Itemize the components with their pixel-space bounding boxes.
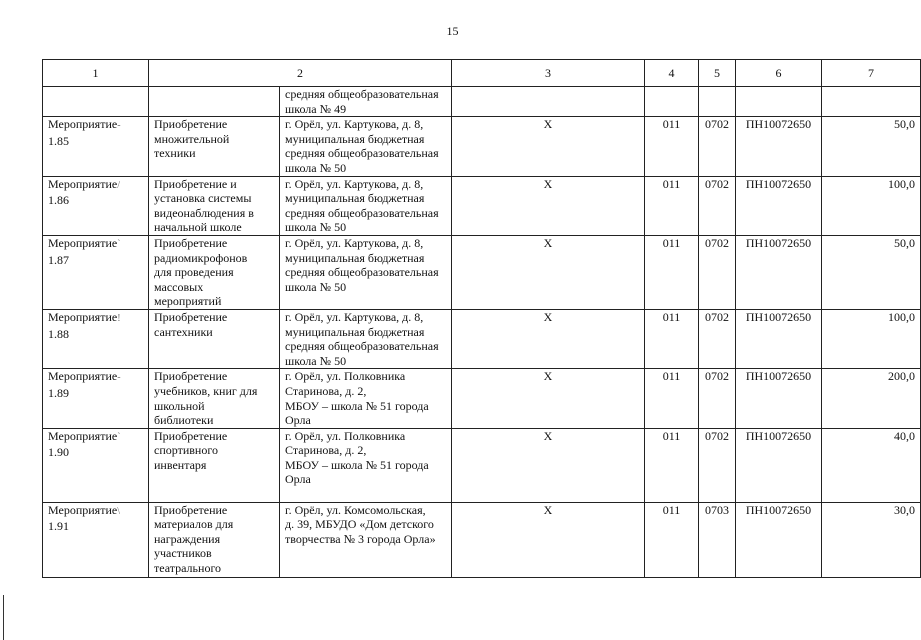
name-line: Приобретение — [154, 369, 228, 384]
measure-label: Мероприятие — [48, 176, 118, 191]
name-line: массовых — [154, 279, 204, 294]
name-line: библиотеки — [154, 413, 214, 428]
address-line: средняя общеобразовательная — [285, 265, 439, 280]
table-cell — [452, 87, 645, 117]
address-line: школа № 50 — [285, 279, 347, 294]
col6-cell: ПН10072650 — [736, 117, 822, 176]
name-line: Приобретение — [154, 502, 228, 517]
name-line: материалов для — [154, 517, 234, 532]
address-line: г. Орёл, ул. Полковника — [285, 369, 406, 384]
continuation-row — [43, 87, 921, 117]
address-line: г. Орёл, ул. Картукова, д. 8, — [285, 117, 424, 132]
name-line: награждения — [154, 531, 221, 546]
measure-id-cell — [43, 309, 149, 368]
name-line: Приобретение — [154, 117, 228, 132]
name-line: инвентаря — [154, 457, 207, 472]
header-cell: 4 — [645, 60, 699, 87]
measure-label: Мероприятие — [48, 369, 118, 384]
header-cell: 1 — [43, 60, 149, 87]
address-line: школа № 50 — [285, 220, 347, 235]
address-line: г. Орёл, ул. Картукова, д. 8, — [285, 176, 424, 191]
measure-name-cell — [149, 235, 280, 309]
amount-cell: 50,0 — [822, 117, 921, 176]
name-line: Приобретение — [154, 428, 228, 443]
col6-cell: ПН10072650 — [736, 428, 822, 502]
address-line: муниципальная бюджетная — [285, 131, 425, 146]
measure-label: Мероприятие — [48, 502, 118, 517]
measure-number: 1.88 — [48, 326, 69, 341]
measure-name-cell — [149, 369, 280, 428]
measure-name-cell — [149, 309, 280, 368]
name-line: мероприятий — [154, 294, 222, 309]
header-cell: 6 — [736, 60, 822, 87]
address-cell — [280, 502, 452, 577]
table-cell — [645, 87, 699, 117]
address-line: муниципальная бюджетная — [285, 191, 425, 206]
address-cell — [280, 235, 452, 309]
address-cell — [280, 87, 452, 117]
address-line: муниципальная бюджетная — [285, 324, 425, 339]
measure-number: 1.87 — [48, 252, 69, 267]
measure-label-line — [48, 177, 143, 194]
address-line: г. Орёл, ул. Комсомольская, — [285, 502, 426, 517]
address-line: МБОУ – школа № 51 города — [285, 457, 429, 472]
col3-cell: Х — [452, 235, 645, 309]
name-line: установка системы — [154, 191, 252, 206]
col3-cell: Х — [452, 502, 645, 577]
table-cell — [43, 87, 149, 117]
scan-mark: / — [117, 179, 120, 191]
scan-mark: ! — [117, 312, 121, 324]
address-line: средняя общеобразовательная — [285, 87, 439, 101]
measure-label-line — [48, 369, 143, 386]
address-line: школа № 49 — [285, 101, 347, 116]
name-line: школьной — [154, 398, 205, 413]
col5-cell: 0702 — [699, 428, 736, 502]
address-line: Старинова, д. 2, — [285, 443, 367, 458]
measure-number: 1.91 — [48, 519, 69, 534]
amount-cell: 50,0 — [822, 235, 921, 309]
scan-mark: ` — [117, 238, 121, 250]
name-line: Приобретение и — [154, 176, 237, 191]
measure-label-line — [48, 310, 143, 327]
amount-cell: 100,0 — [822, 309, 921, 368]
address-line: средняя общеобразовательная — [285, 146, 439, 161]
col5-cell: 0702 — [699, 309, 736, 368]
address-line: д. 39, МБУДО «Дом детского — [285, 517, 434, 532]
measure-id-cell — [43, 369, 149, 428]
address-cell — [280, 309, 452, 368]
address-line: школа № 50 — [285, 353, 347, 368]
measure-number: 1.90 — [48, 445, 69, 460]
col5-cell: 0702 — [699, 369, 736, 428]
header-cell: 2 — [149, 60, 452, 87]
col3-cell: Х — [452, 117, 645, 176]
address-line: муниципальная бюджетная — [285, 250, 425, 265]
name-line: радиомикрофонов — [154, 250, 248, 265]
table-cell — [149, 87, 280, 117]
table-row — [43, 502, 921, 577]
col6-cell: ПН10072650 — [736, 235, 822, 309]
name-line: спортивного — [154, 443, 218, 458]
col5-cell: 0702 — [699, 235, 736, 309]
measure-name-cell — [149, 176, 280, 235]
table-row — [43, 309, 921, 368]
measure-label-line — [48, 429, 143, 446]
amount-cell: 30,0 — [822, 502, 921, 577]
measure-number: 1.85 — [48, 133, 69, 148]
header-row — [43, 60, 921, 87]
margin-line — [3, 595, 4, 640]
measure-label-line — [48, 236, 143, 253]
measure-id-cell — [43, 502, 149, 577]
measure-name-cell — [149, 117, 280, 176]
col6-cell: ПН10072650 — [736, 502, 822, 577]
address-line: средняя общеобразовательная — [285, 339, 439, 354]
measure-label: Мероприятие — [48, 309, 118, 324]
col4-cell: 011 — [645, 502, 699, 577]
col4-cell: 011 — [645, 235, 699, 309]
col6-cell: ПН10072650 — [736, 176, 822, 235]
scan-mark: ` — [117, 431, 121, 443]
table-cell — [822, 87, 921, 117]
address-line: средняя общеобразовательная — [285, 205, 439, 220]
table-row — [43, 235, 921, 309]
table-row — [43, 117, 921, 176]
measure-label: Мероприятие — [48, 428, 118, 443]
measure-id-cell — [43, 117, 149, 176]
header-cell: 7 — [822, 60, 921, 87]
name-line: сантехники — [154, 324, 213, 339]
col5-cell: 0702 — [699, 117, 736, 176]
measure-id-cell — [43, 235, 149, 309]
col6-cell: ПН10072650 — [736, 369, 822, 428]
col4-cell: 011 — [645, 176, 699, 235]
name-line: для проведения — [154, 265, 234, 280]
table-row — [43, 428, 921, 502]
address-cell — [280, 117, 452, 176]
col4-cell: 011 — [645, 309, 699, 368]
address-line: Орла — [285, 472, 311, 487]
address-line: школа № 50 — [285, 160, 347, 175]
col3-cell: Х — [452, 176, 645, 235]
name-line: учебников, книг для — [154, 383, 258, 398]
header-cell: 5 — [699, 60, 736, 87]
page-number: 15 — [446, 24, 459, 38]
col5-cell: 0702 — [699, 176, 736, 235]
address-line: Старинова, д. 2, — [285, 383, 367, 398]
address-line: г. Орёл, ул. Полковника — [285, 428, 406, 443]
name-line: участников — [154, 546, 212, 561]
scan-mark: \ — [117, 505, 120, 517]
col6-cell: ПН10072650 — [736, 309, 822, 368]
address-line: г. Орёл, ул. Картукова, д. 8, — [285, 309, 424, 324]
scan-mark: - — [117, 372, 121, 384]
measure-name-cell — [149, 428, 280, 502]
address-line: творчества № 3 города Орла» — [285, 531, 436, 546]
col4-cell: 011 — [645, 369, 699, 428]
name-line: множительной — [154, 131, 230, 146]
address-line: Орла — [285, 413, 311, 428]
measure-number: 1.89 — [48, 385, 69, 400]
col3-cell: Х — [452, 309, 645, 368]
measure-label-line — [48, 503, 143, 520]
scan-mark: - — [117, 120, 121, 132]
measure-number: 1.86 — [48, 193, 69, 208]
amount-cell: 200,0 — [822, 369, 921, 428]
address-line: МБОУ – школа № 51 города — [285, 398, 429, 413]
program-table — [42, 59, 921, 578]
name-line: Приобретение — [154, 235, 228, 250]
address-cell — [280, 428, 452, 502]
table-cell — [699, 87, 736, 117]
measure-label: Мероприятие — [48, 235, 118, 250]
amount-cell: 40,0 — [822, 428, 921, 502]
col4-cell: 011 — [645, 428, 699, 502]
col4-cell: 011 — [645, 117, 699, 176]
amount-cell: 100,0 — [822, 176, 921, 235]
table-row — [43, 369, 921, 428]
col3-cell: Х — [452, 428, 645, 502]
address-cell — [280, 369, 452, 428]
measure-label: Мероприятие — [48, 117, 118, 132]
name-line: театрального — [154, 561, 222, 576]
measure-id-cell — [43, 176, 149, 235]
address-cell — [280, 176, 452, 235]
measure-label-line — [48, 117, 143, 134]
measure-name-cell — [149, 502, 280, 577]
name-line: видеонаблюдения в — [154, 205, 254, 220]
name-line: Приобретение — [154, 309, 228, 324]
table-cell — [736, 87, 822, 117]
header-cell: 3 — [452, 60, 645, 87]
name-line: начальной школе — [154, 220, 242, 235]
name-line: техники — [154, 146, 196, 161]
col5-cell: 0703 — [699, 502, 736, 577]
measure-id-cell — [43, 428, 149, 502]
address-line: г. Орёл, ул. Картукова, д. 8, — [285, 235, 424, 250]
table-row — [43, 176, 921, 235]
col3-cell: Х — [452, 369, 645, 428]
